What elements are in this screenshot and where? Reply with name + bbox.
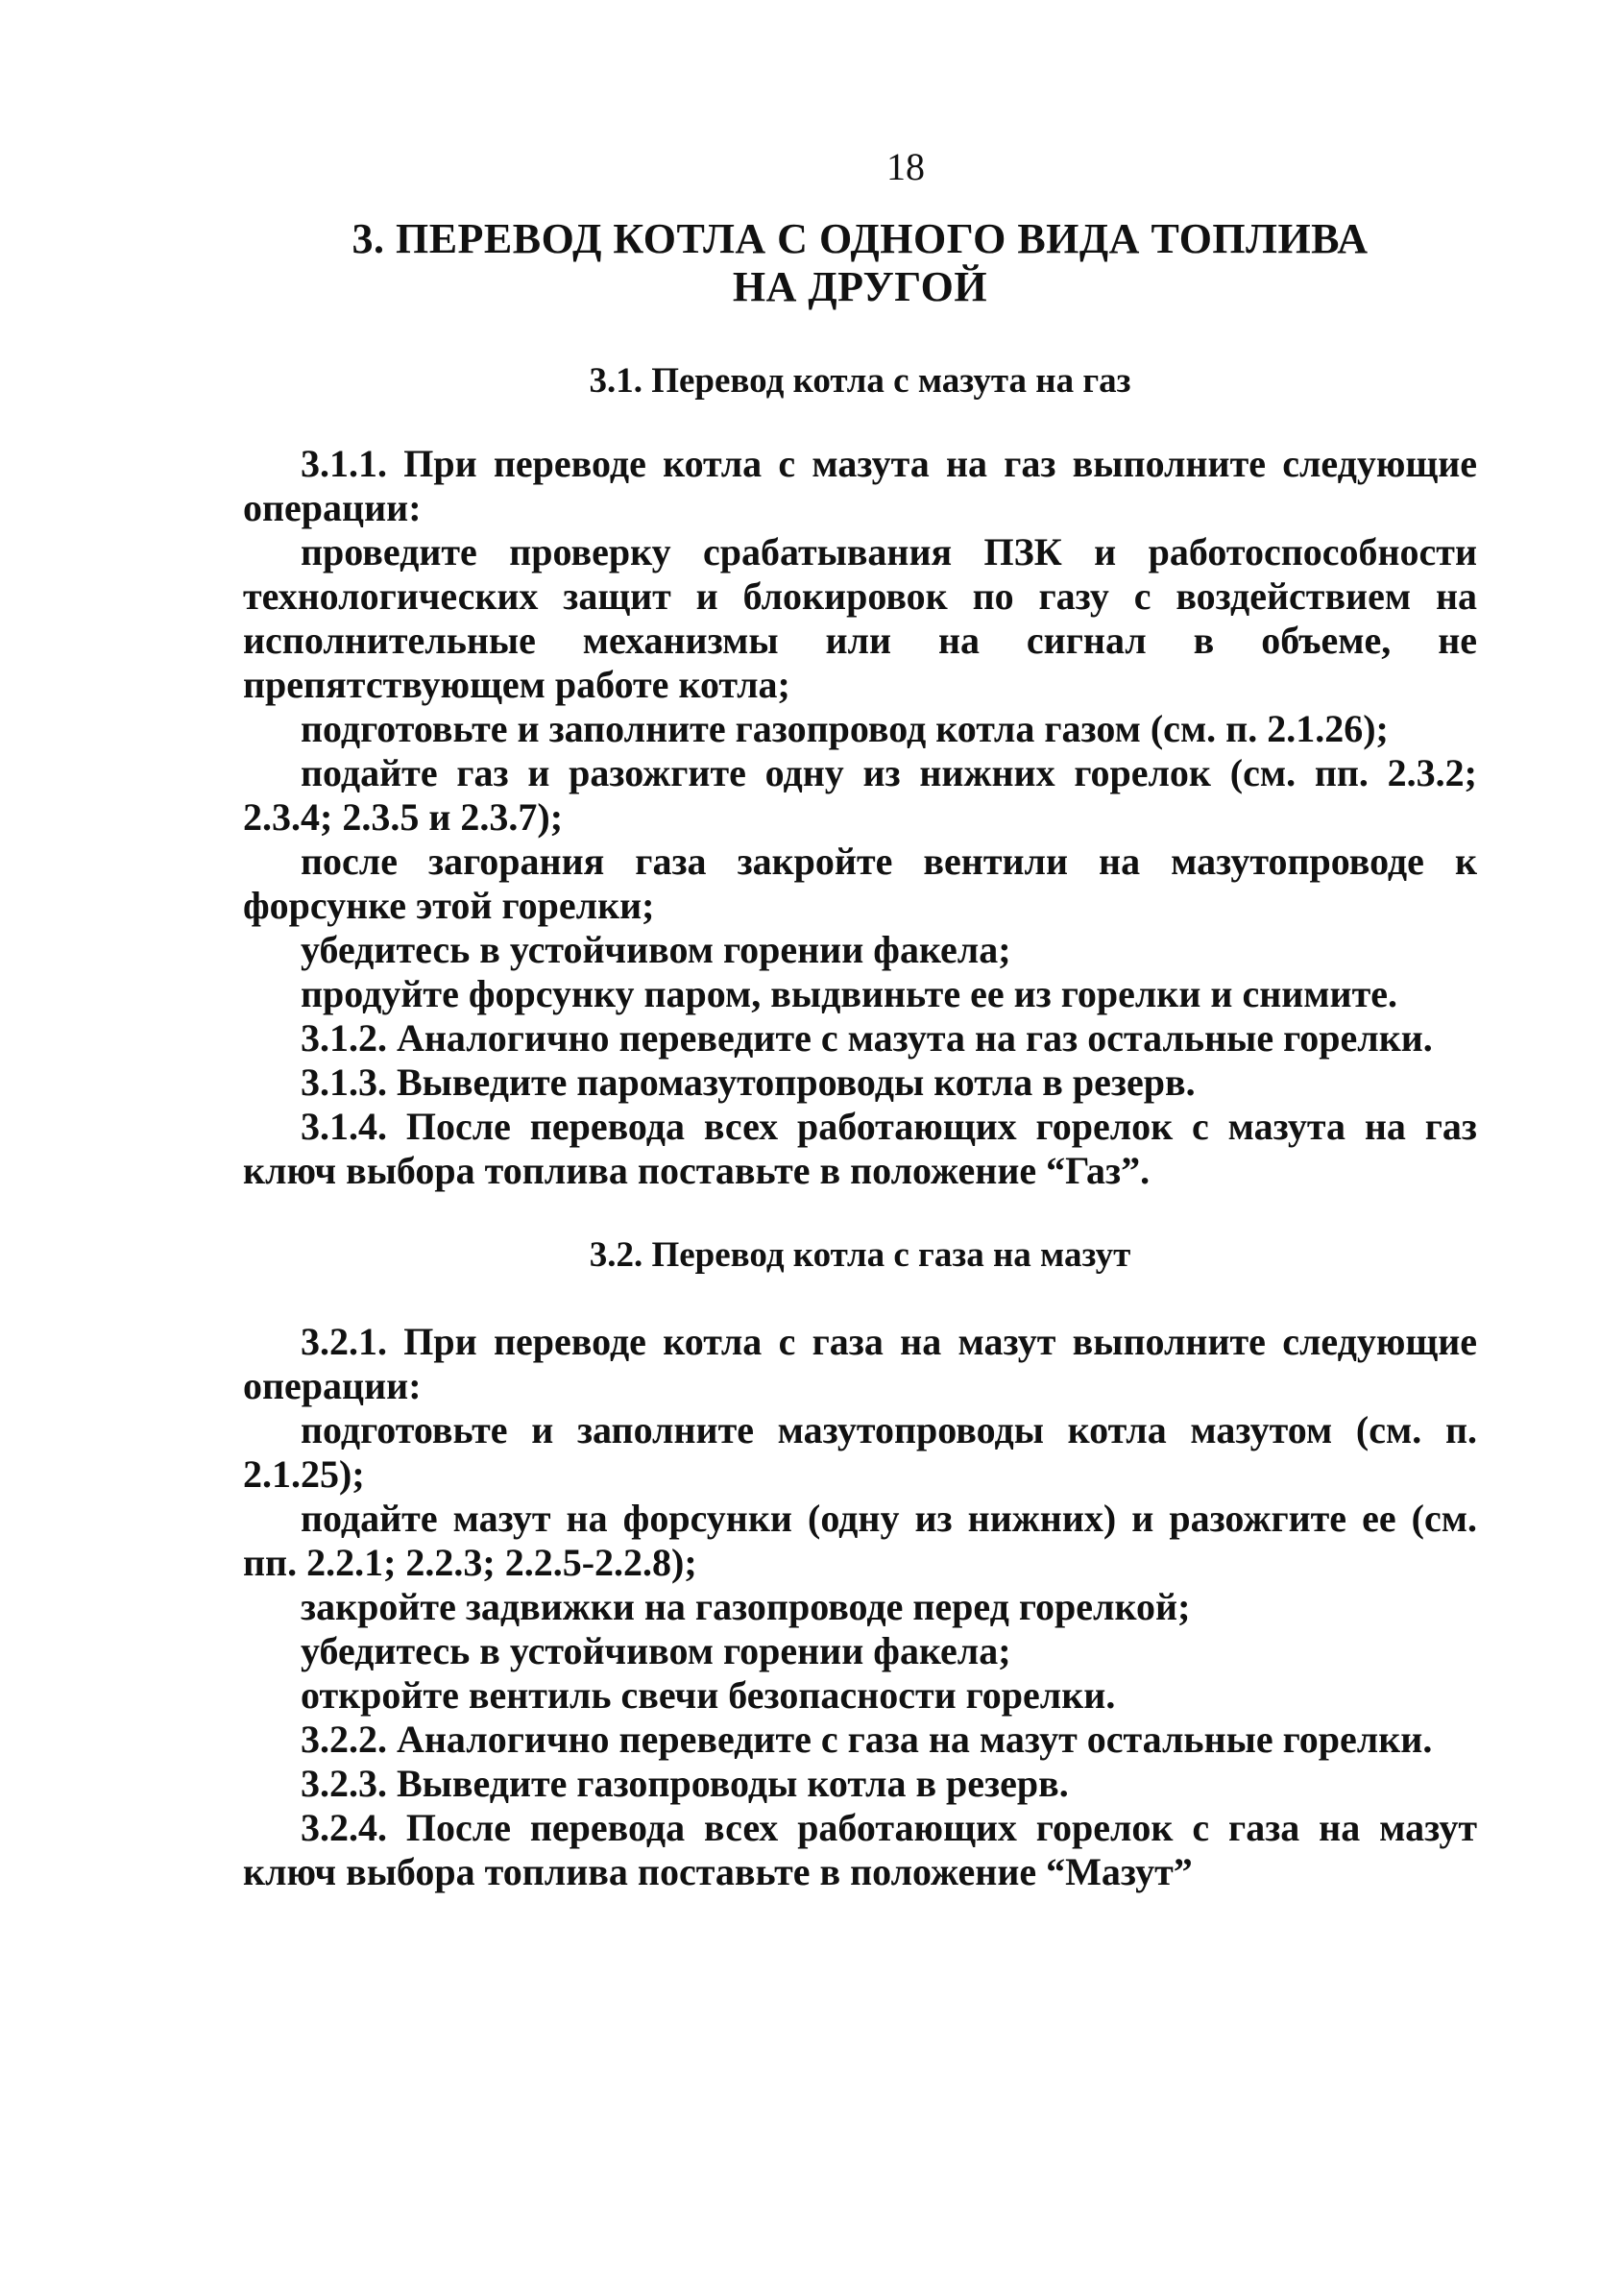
paragraph: проведите проверку срабатывания ПЗК и работоспособности технологических защит и блокировок по газу с воздействием на исполнительные механизмы или на сигнал в объеме, не препятствующем работе котла; bbox=[243, 530, 1477, 706]
section-3-1-body bbox=[243, 442, 1477, 1193]
paragraph: 3.1.4. После перевода всех работающих горелок с мазута на газ ключ выбора топлива поставьте в положение “Газ”. bbox=[243, 1105, 1477, 1192]
paragraph: подайте мазут на форсунки (одну из нижних) и разожгите ее (см. пп. 2.2.1; 2.2.3; 2.2.5-2.2.8); bbox=[243, 1497, 1477, 1584]
page-number: 18 bbox=[886, 145, 925, 188]
paragraph: 3.2.2. Аналогично переведите с газа на мазут остальные горелки. bbox=[301, 1718, 1433, 1761]
document-page bbox=[243, 144, 1477, 1894]
paragraph: подайте газ и разожгите одну из нижних горелок (см. пп. 2.3.2; 2.3.4; 2.3.5 и 2.3.7); bbox=[243, 751, 1477, 839]
paragraph: 3.2.4. После перевода всех работающих горелок с газа на мазут ключ выбора топлива поставьте в положение “Мазут” bbox=[243, 1806, 1477, 1893]
paragraph: 3.1.3. Выведите паромазутопроводы котла в резерв. bbox=[301, 1061, 1196, 1104]
paragraph: 3.1.1. При переводе котла с мазута на газ выполните следующие операции: bbox=[243, 442, 1477, 529]
paragraph: 3.2.1. При переводе котла с газа на мазут выполните следующие операции: bbox=[243, 1320, 1477, 1407]
paragraph: подготовьте и заполните мазутопроводы котла мазутом (см. п. 2.1.25); bbox=[243, 1408, 1477, 1496]
section-3-2-body bbox=[243, 1320, 1477, 1894]
chapter-title bbox=[243, 215, 1477, 311]
paragraph: откройте вентиль свечи безопасности горелки. bbox=[301, 1673, 1116, 1717]
paragraph: 3.1.2. Аналогично переведите с мазута на газ остальные горелки. bbox=[301, 1016, 1433, 1060]
paragraph: подготовьте и заполните газопровод котла газом (см. п. 2.1.26); bbox=[301, 707, 1389, 750]
paragraph: закройте задвижки на газопроводе перед горелкой; bbox=[301, 1585, 1191, 1628]
section-3-2-title: 3.2. Перевод котла с газа на мазут bbox=[589, 1235, 1131, 1275]
paragraph: убедитесь в устойчивом горении факела; bbox=[301, 928, 1011, 971]
paragraph: после загорания газа закройте вентили на мазутопроводе к форсунке этой горелки; bbox=[243, 840, 1477, 927]
paragraph: убедитесь в устойчивом горении факела; bbox=[301, 1629, 1011, 1672]
chapter-title-line2: НА ДРУГОЙ bbox=[732, 263, 988, 310]
paragraph: продуйте форсунку паром, выдвиньте ее из горелки и снимите. bbox=[301, 972, 1397, 1015]
section-3-1-title: 3.1. Перевод котла с мазута на газ bbox=[589, 361, 1131, 401]
paragraph: 3.2.3. Выведите газопроводы котла в резерв. bbox=[301, 1762, 1069, 1805]
chapter-title-line1: 3. ПЕРЕВОД КОТЛА С ОДНОГО ВИДА ТОПЛИВА bbox=[351, 215, 1369, 262]
